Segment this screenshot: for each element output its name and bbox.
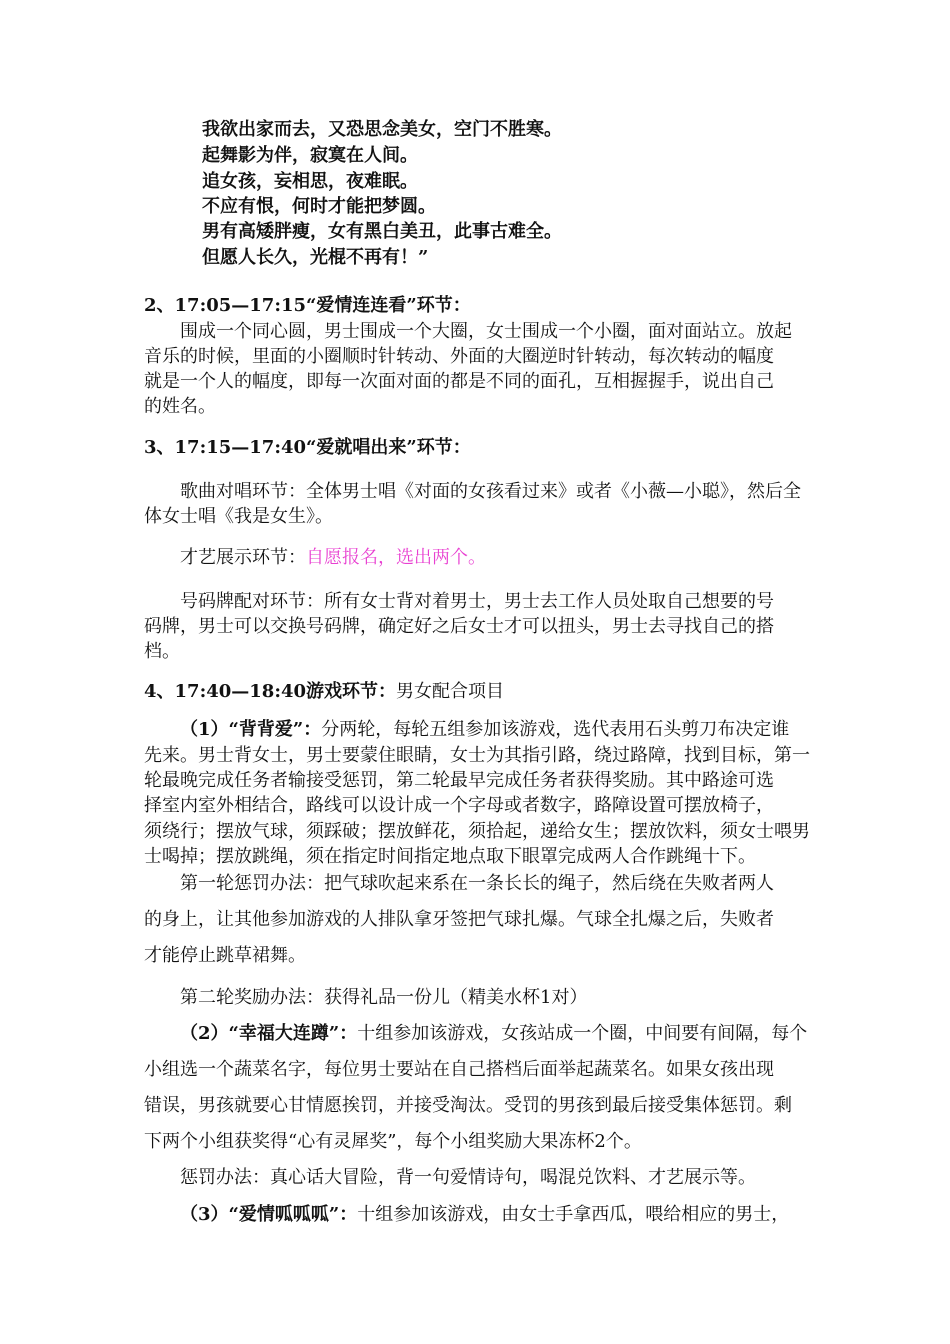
paragraph-line: 档。 bbox=[144, 641, 180, 662]
section-3-heading: 3、17:15—17:40“爱就唱出来”环节： bbox=[144, 437, 471, 458]
paragraph-line: 号码牌配对环节：所有女士背对着男士，男士去工作人员处取自己想要的号 bbox=[180, 591, 774, 612]
paragraph-line: 择室内室外相结合，路线可以设计成一个字母或者数字，路障设置可摆放椅子， bbox=[144, 795, 774, 816]
game-2-text: 十组参加该游戏，女孩站成一个圈，中间要有间隔，每个 bbox=[357, 1023, 808, 1044]
paragraph-line: 士喝掉；摆放跳绳，须在指定时间指定地点取下眼罩完成两人合作跳绳十下。 bbox=[144, 846, 756, 867]
game-2-title: （2）“幸福大连蹲”： bbox=[180, 1023, 358, 1044]
paragraph-line: 须绕行；摆放气球，须踩破；摆放鲜花，须拾起，递给女生；摆放饮料，须女士喂男 bbox=[144, 821, 810, 842]
section-4-heading bbox=[144, 680, 504, 704]
talent-value: 自愿报名，选出两个。 bbox=[306, 547, 486, 568]
paragraph-line: 小组选一个蔬菜名字，每位男士要站在自己搭档后面举起蔬菜名。如果女孩出现 bbox=[144, 1059, 774, 1080]
paragraph-line: 第一轮惩罚办法：把气球吹起来系在一条长长的绳子，然后绕在失败者两人 bbox=[180, 873, 774, 894]
paragraph-line: 就是一个人的幅度，即每一次面对面的都是不同的面孔，互相握握手，说出自己 bbox=[144, 371, 774, 392]
paragraph-line: 体女士唱《我是女生》。 bbox=[144, 506, 333, 527]
poem-line: 追女孩，妄相思，夜难眠。 bbox=[202, 171, 418, 192]
game-2-intro bbox=[180, 1022, 807, 1046]
paragraph-line: 歌曲对唱环节：全体男士唱《对面的女孩看过来》或者《小薇—小聪》，然后全 bbox=[180, 481, 801, 502]
paragraph-line: 围成一个同心圆，男士围成一个大圈，女士围成一个小圈，面对面站立。放起 bbox=[180, 321, 792, 342]
paragraph-line: 码牌，男士可以交换号码牌，确定好之后女士才可以扭头，男士去寻找自己的搭 bbox=[144, 616, 774, 637]
paragraph-line: 惩罚办法：真心话大冒险，背一句爱情诗句，喝混兑饮料、才艺展示等。 bbox=[180, 1167, 756, 1188]
paragraph-line: 才能停止跳草裙舞。 bbox=[144, 945, 306, 966]
poem-line: 但愿人长久，光棍不再有！” bbox=[202, 247, 429, 268]
poem-line: 男有高矮胖瘦，女有黑白美丑，此事古难全。 bbox=[202, 221, 562, 242]
paragraph-line: 的姓名。 bbox=[144, 396, 216, 417]
paragraph-line: 第二轮奖励办法：获得礼品一份儿（精美水杯1对） bbox=[180, 987, 588, 1008]
game-3-intro bbox=[180, 1203, 789, 1227]
game-1-intro bbox=[180, 718, 789, 742]
poem-line: 起舞影为伴，寂寞在人间。 bbox=[202, 145, 418, 166]
paragraph-line: 的身上，让其他参加游戏的人排队拿牙签把气球扎爆。气球全扎爆之后，失败者 bbox=[144, 909, 774, 930]
paragraph-line: 轮最晚完成任务者输接受惩罚，第二轮最早完成任务者获得奖励。其中路途可选 bbox=[144, 770, 774, 791]
paragraph-line: 先来。男士背女士，男士要蒙住眼睛，女士为其指引路，绕过路障，找到目标，第一 bbox=[144, 745, 810, 766]
poem-line: 我欲出家而去，又恐思念美女，空门不胜寒。 bbox=[202, 119, 562, 140]
section-4-heading-rest: 男女配合项目 bbox=[396, 681, 505, 702]
game-1-text: 分两轮，每轮五组参加该游戏，选代表用石头剪刀布决定谁 bbox=[321, 719, 790, 740]
paragraph-line: 音乐的时候，里面的小圈顺时针转动、外面的大圈逆时针转动，每次转动的幅度 bbox=[144, 346, 774, 367]
game-3-text: 十组参加该游戏，由女士手拿西瓜，喂给相应的男士， bbox=[357, 1204, 790, 1225]
game-3-title: （3）“爱情呱呱呱”： bbox=[180, 1204, 358, 1225]
talent-line bbox=[180, 546, 486, 570]
game-1-title: （1）“背背爱”： bbox=[180, 719, 322, 740]
poem-line: 不应有恨，何时才能把梦圆。 bbox=[202, 196, 436, 217]
paragraph-line: 下两个小组获奖得“心有灵犀奖”，每个小组奖励大果冻杯2个。 bbox=[144, 1131, 642, 1152]
talent-label: 才艺展示环节： bbox=[180, 547, 306, 568]
section-2-heading: 2、17:05—17:15“爱情连连看”环节： bbox=[144, 295, 471, 316]
paragraph-line: 错误，男孩就要心甘情愿挨罚，并接受淘汰。受罚的男孩到最后接受集体惩罚。剩 bbox=[144, 1095, 792, 1116]
section-4-heading-bold: 4、17:40—18:40游戏环节： bbox=[144, 681, 397, 702]
